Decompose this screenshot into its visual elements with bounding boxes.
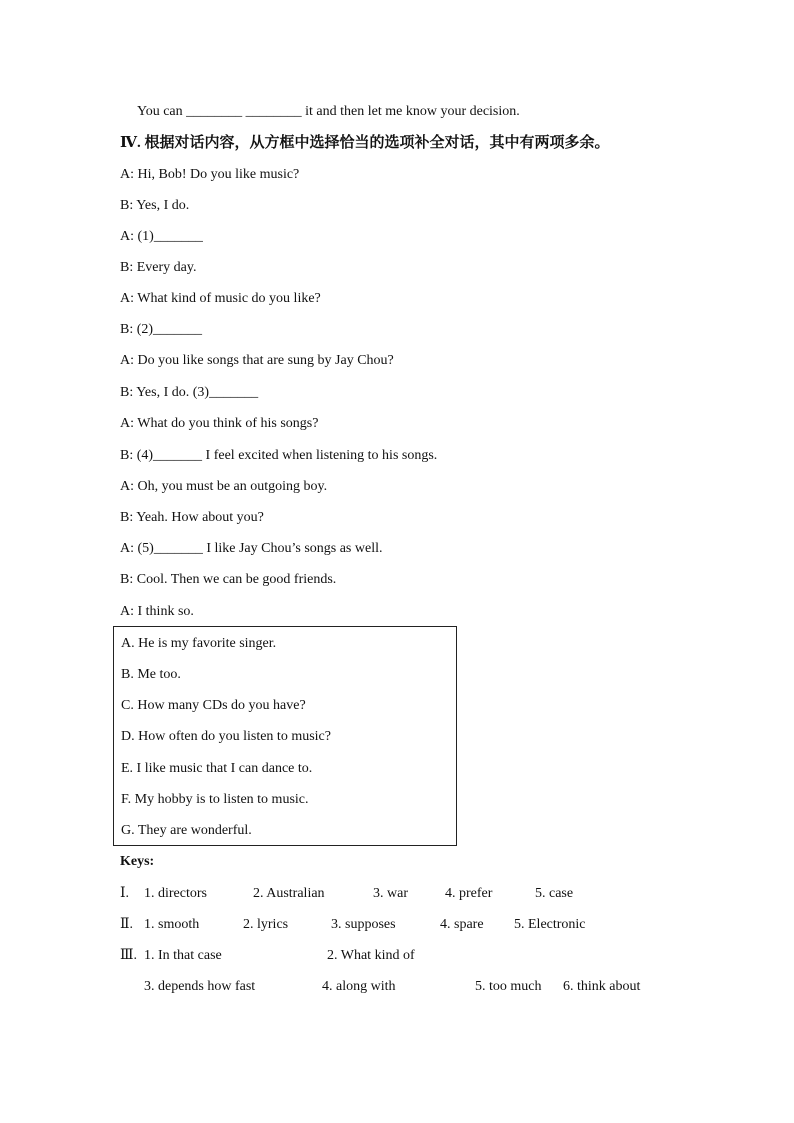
- key-item: 4. along with: [322, 979, 396, 994]
- dialogue-line: B: (2)_______: [120, 322, 203, 337]
- keys-heading: Keys:: [120, 854, 155, 869]
- key-item: 1. directors: [144, 886, 207, 901]
- section-4-heading: Ⅳ. 根据对话内容，从方框中选择恰当的选项补全对话，其中有两项多余。: [120, 135, 610, 151]
- dialogue-line: A: I think so.: [120, 604, 194, 619]
- dialogue-line: B: Cool. Then we can be good friends.: [120, 572, 337, 587]
- option-g: G. They are wonderful.: [121, 823, 252, 838]
- key-item: 5. Electronic: [514, 917, 586, 932]
- option-a: A. He is my favorite singer.: [121, 636, 277, 651]
- dialogue-line: B: Yeah. How about you?: [120, 510, 264, 525]
- dialogue-line: B: Every day.: [120, 260, 197, 275]
- dialogue-line: B: Yes, I do. (3)_______: [120, 385, 259, 400]
- dialogue-line: A: Hi, Bob! Do you like music?: [120, 167, 300, 182]
- dialogue-line: B: (4)_______ I feel excited when listening to his songs.: [120, 448, 438, 463]
- key-row-label: Ⅲ.: [120, 948, 138, 963]
- option-e: E. I like music that I can dance to.: [121, 761, 313, 776]
- key-item: 6. think about: [563, 979, 641, 994]
- option-c: C. How many CDs do you have?: [121, 698, 306, 713]
- key-item: 3. depends how fast: [144, 979, 256, 994]
- dialogue-line: A: (1)_______: [120, 229, 203, 244]
- options-box: [113, 626, 457, 846]
- key-item: 4. spare: [440, 917, 484, 932]
- key-item: 3. war: [373, 886, 408, 901]
- key-row-label: Ⅱ.: [120, 917, 134, 932]
- key-item: 5. case: [535, 886, 574, 901]
- dialogue-line: A: What kind of music do you like?: [120, 291, 321, 306]
- key-item: 1. smooth: [144, 917, 200, 932]
- previous-exercise-sentence: You can ________ ________ it and then let me know your decision.: [137, 104, 520, 119]
- key-row-label: Ⅰ.: [120, 886, 130, 901]
- option-b: B. Me too.: [121, 667, 181, 682]
- dialogue-line: A: What do you think of his songs?: [120, 416, 319, 431]
- key-item: 2. lyrics: [243, 917, 289, 932]
- key-item: 2. Australian: [253, 886, 325, 901]
- key-item: 1. In that case: [144, 948, 222, 963]
- dialogue-line: A: Do you like songs that are sung by Jay Chou?: [120, 353, 394, 368]
- dialogue-line: A: Oh, you must be an outgoing boy.: [120, 479, 328, 494]
- option-d: D. How often do you listen to music?: [121, 729, 331, 744]
- key-item: 4. prefer: [445, 886, 493, 901]
- key-item: 2. What kind of: [327, 948, 415, 963]
- key-item: 5. too much: [475, 979, 542, 994]
- option-f: F. My hobby is to listen to music.: [121, 792, 309, 807]
- dialogue-line: A: (5)_______ I like Jay Chou’s songs as well.: [120, 541, 383, 556]
- dialogue-line: B: Yes, I do.: [120, 198, 190, 213]
- key-item: 3. supposes: [331, 917, 396, 932]
